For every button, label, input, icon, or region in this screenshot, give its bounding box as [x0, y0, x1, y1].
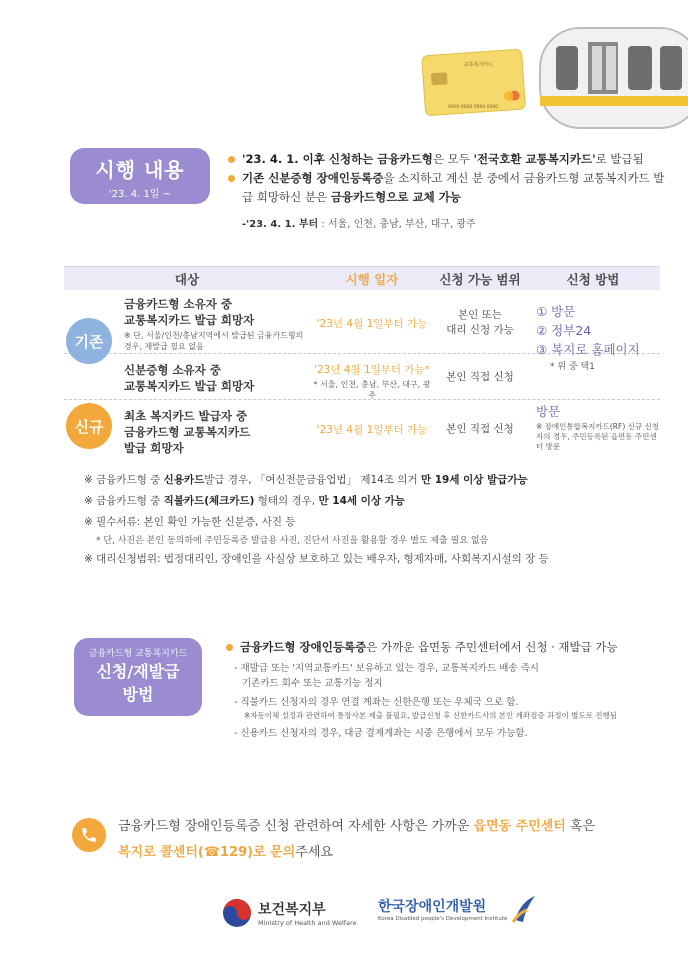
- note-documents: ※ 필수서류: 본인 확인 가능한 신분증, 사진 등: [84, 516, 296, 528]
- method-new-note: ※ 장애인통합복지카드(RF) 신규 신청자의 경우, 주민등록된 읍면동 주민센터 방문: [536, 422, 659, 451]
- note1-a: ※ 금융카드형 중: [84, 474, 164, 486]
- kodde-logo: [378, 894, 537, 924]
- note2-b: 직불카드(체크카드): [163, 495, 255, 507]
- kodde-name-en: Korea Disabled people's Development Institute: [378, 916, 508, 922]
- method-bokjiro: ③ 복지로 홈페이지: [536, 342, 640, 357]
- enforcement-badge-date: '23. 4. 1일 ~: [108, 189, 172, 200]
- new-label: 신규: [66, 403, 112, 449]
- row1-target-note: ※ 단, 서울/인천/충남지역에서 발급된 금융카드형의 경우, 재발급 필요 없음: [124, 331, 304, 351]
- apply-dash2: - 직불카드 신청자의 경우 연결 계좌는 신한은행 또는 우체국 으로 함.: [234, 697, 519, 708]
- row1-target-line2: 교통복지카드 발급 희망자: [124, 313, 255, 327]
- table-header: [64, 266, 660, 290]
- kodde-emblem-icon: [511, 894, 537, 924]
- existing-label: 기존: [66, 318, 112, 364]
- enforcement-bullets: [228, 150, 668, 230]
- bullet1-bold: '23. 4. 1. 이후 신청하는 금융카드형: [242, 152, 433, 166]
- note2-a: ※ 금융카드형 중: [84, 495, 164, 507]
- method-choose-one-note: * 위 중 택1: [550, 362, 595, 372]
- apply-dash1: [226, 661, 671, 691]
- method-visit: ① 방문: [536, 304, 576, 319]
- note2-d: 만 14세 이상 가능: [318, 495, 405, 507]
- note2-c: 형태의 경우,: [254, 495, 319, 507]
- contact-community-center: 읍면동 주민센터: [473, 819, 566, 834]
- row1-scope: [434, 308, 526, 338]
- apply-bullet-bold: 금융카드형 장애인등록증: [240, 640, 367, 654]
- apply-badge-line1: 신청/재발급: [96, 662, 180, 681]
- taegeuk-icon: [222, 898, 252, 928]
- row1-target: [124, 296, 304, 352]
- bullet-replacement: [228, 169, 668, 207]
- kodde-name-ko: 한국장애인개발원: [378, 899, 487, 915]
- row2-target: [124, 362, 304, 394]
- apply-bullet-rest: 은 가까운 읍면동 주민센터에서 신청 · 재발급 가능: [366, 640, 618, 654]
- header-method: 신청 방법: [566, 271, 620, 287]
- method-new: [536, 402, 660, 452]
- apply-dash3: - 신용카드 신청자의 경우, 대금 결제계좌는 시중 은행에서 모두 가능함.: [234, 728, 528, 739]
- row2-target-line2: 교통복지카드 발급 희망자: [124, 379, 255, 393]
- note-debit-card: [84, 491, 644, 512]
- header-target: 대상: [174, 271, 200, 287]
- note1-d: 만 19세 이상 발급가능: [420, 474, 528, 486]
- card-brand-text: 교통복지카드: [464, 62, 493, 68]
- bullet2-text: 을 소지하고 계신 분 중에서 금융카드형 교통복지카드 발급 희망하신 분은: [242, 171, 665, 204]
- row1-scope-line1: 본인 또는: [458, 309, 502, 321]
- apply-badge-small: 금융카드형 교통복지카드: [88, 649, 188, 659]
- contact-part1: 금융카드형 장애인등록증 신청 관련하여 자세한 사항은 가까운: [118, 819, 474, 834]
- contact-part5: 주세요: [295, 845, 333, 860]
- apply-dash1-line1: - 재발급 또는 '지역교통카드' 보유하고 있는 경우, 교통복지카드 배송 즉시: [234, 663, 539, 674]
- bullet2-bold: 기존 신분증형 장애인등록증: [242, 171, 384, 185]
- row3-target-line3: 발급 희망자: [124, 441, 184, 455]
- notes-block: [84, 470, 644, 570]
- enforcement-badge: [70, 148, 210, 204]
- method-new-visit: 방문: [536, 404, 561, 419]
- note-documents-sub: * 단, 사진은 본인 동의하에 주민등록증 발급용 사진, 진단서 사진을 활용할 경우 별도 제출 필요 없음: [96, 536, 489, 546]
- mohw-name-ko: 보건복지부: [258, 902, 326, 918]
- apply-dash1-line2: 기존카드 회수 또는 교통기능 정지: [242, 678, 383, 689]
- contact-text: [118, 814, 668, 866]
- row3-scope: 본인 직접 신청: [446, 423, 514, 435]
- method-gov24: ② 정부24: [536, 323, 592, 338]
- row3-target: [124, 408, 304, 456]
- table-row: [64, 400, 660, 458]
- note-credit-card: [84, 470, 644, 491]
- mohw-logo: [222, 898, 357, 928]
- apply-dash2-sub: ※자동이체 설정과 관련하여 통장사본 제출 불필요, 발급신청 후 신한카드사의 본인 계좌검증 과정이 별도로 진행됨: [244, 711, 617, 720]
- note1-b: 신용카드: [163, 474, 205, 486]
- row1-date: '23년 4월 1일부터 가능: [316, 318, 428, 330]
- row2-date-note: * 서울, 인천, 충남, 부산, 대구, 광주: [313, 380, 431, 400]
- card-number-text: 0000 0000 0000 0000: [448, 105, 499, 110]
- row3-target-line1: 최초 복지카드 발급자 중: [124, 409, 248, 423]
- phone-icon: [72, 818, 106, 852]
- bullet1-text: 은 모두: [432, 152, 474, 166]
- mohw-name-en: Ministry of Health and Welfare: [258, 919, 357, 927]
- row3-target-line2: 금융카드형 교통복지카드: [124, 425, 251, 439]
- apply-bullet: [226, 638, 671, 657]
- bullet1-end: 로 발급됨: [595, 152, 644, 166]
- region-subnote-date: -'23. 4. 1. 부터: [242, 219, 319, 230]
- note1-c: 발급 경우, 「여신전문금융업법」 제14조 의거: [204, 474, 421, 486]
- card-train-illustration: [420, 18, 688, 138]
- row3-date: '23년 4월 1일부터 가능: [316, 424, 428, 436]
- row1-scope-line2: 대리 신청 가능: [446, 324, 514, 336]
- row2-scope: 본인 직접 신청: [446, 371, 514, 383]
- apply-badge-line2: 방법: [122, 685, 154, 704]
- header-scope: 신청 가능 범위: [439, 271, 521, 287]
- region-subnote: [228, 215, 668, 230]
- bullet1-card-name: '전국호환 교통복지카드': [473, 152, 596, 166]
- row2-date-text: '23년 4월 1일부터 가능*: [314, 364, 430, 376]
- bullet2-end-bold: 금융카드형으로 교체 가능: [330, 190, 461, 204]
- row1-target-line1: 금융카드형 소유자 중: [124, 297, 232, 311]
- contact-part3: 혹은: [565, 819, 596, 834]
- note-proxy: ※ 대리신청범위: 법정대리인, 장애인을 사실상 보호하고 있는 배우자, 형제자매, 사회복지시설의 장 등: [84, 553, 549, 565]
- bullet-nationwide-card: [228, 150, 668, 169]
- apply-method-content: [226, 638, 671, 741]
- enforcement-badge-title: 시행 내용: [95, 158, 185, 182]
- apply-method-badge: [74, 638, 202, 716]
- method-existing: [536, 302, 660, 372]
- header-date: 시행 일자: [345, 271, 399, 287]
- contact-callcenter: 복지로 콜센터(☎129)로 문의: [118, 845, 296, 860]
- row2-target-line1: 신분증형 소유자 중: [124, 363, 221, 377]
- row2-date: [310, 362, 434, 401]
- region-subnote-regions: : 서울, 인천, 충남, 부산, 대구, 광주: [318, 219, 476, 230]
